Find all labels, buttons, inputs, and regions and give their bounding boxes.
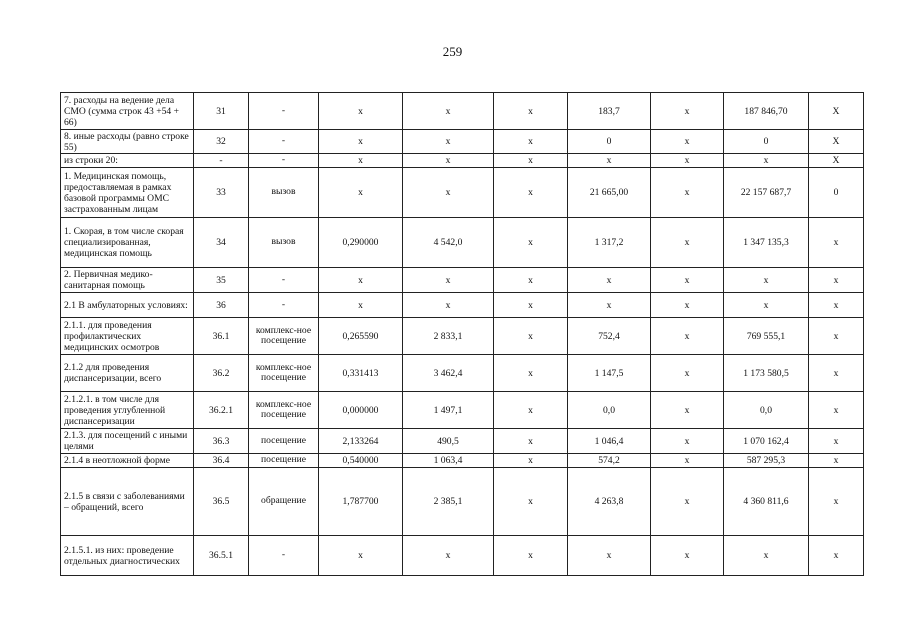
table-cell: - <box>249 154 319 168</box>
table-cell: х <box>809 392 864 429</box>
table-cell: х <box>651 293 724 318</box>
table-cell: х <box>651 429 724 454</box>
table-cell: 769 555,1 <box>724 318 809 355</box>
table-row <box>61 536 864 576</box>
table-cell: х <box>651 268 724 293</box>
table-cell: обращение <box>249 468 319 536</box>
table-cell: х <box>403 536 494 576</box>
table-cell: х <box>403 130 494 154</box>
table-cell: 4 263,8 <box>568 468 651 536</box>
table-cell: х <box>403 93 494 130</box>
table-cell: х <box>651 536 724 576</box>
table-cell: 36.1 <box>194 318 249 355</box>
table-cell: 0,265590 <box>319 318 403 355</box>
table-cell: 36.4 <box>194 454 249 468</box>
table-cell: х <box>651 318 724 355</box>
table-cell: х <box>651 93 724 130</box>
table-cell: 34 <box>194 218 249 268</box>
table-cell: 36.2 <box>194 355 249 392</box>
table-cell: 1. Скорая, в том числе скорая специализированная, медицинская помощь <box>61 218 194 268</box>
table-cell: х <box>494 93 568 130</box>
table-cell: - <box>249 293 319 318</box>
table-cell: 2.1.2 для проведения диспансеризации, всего <box>61 355 194 392</box>
table-cell: 3 462,4 <box>403 355 494 392</box>
table-cell: х <box>724 268 809 293</box>
table-cell: Х <box>809 130 864 154</box>
table-cell: 2 385,1 <box>403 468 494 536</box>
table-cell: х <box>809 536 864 576</box>
table-cell: х <box>494 318 568 355</box>
table-cell: х <box>403 154 494 168</box>
table-cell: 2.1.1. для проведения профилактических медицинских осмотров <box>61 318 194 355</box>
table-cell: х <box>494 429 568 454</box>
table-cell: х <box>651 392 724 429</box>
table-cell: х <box>319 154 403 168</box>
table-cell: 33 <box>194 168 249 218</box>
table-cell: 4 542,0 <box>403 218 494 268</box>
table-cell: х <box>809 293 864 318</box>
table-cell: 7. расходы на ведение дела СМО (сумма строк 43 +54 + 66) <box>61 93 194 130</box>
table-cell: 36.2.1 <box>194 392 249 429</box>
table-cell: 2.1.4 в неотложной форме <box>61 454 194 468</box>
table-cell: х <box>494 268 568 293</box>
table-cell: 0 <box>568 130 651 154</box>
table-cell: 32 <box>194 130 249 154</box>
table-cell: Х <box>809 93 864 130</box>
table-cell: 2.1.5 в связи с заболеваниями – обращений, всего <box>61 468 194 536</box>
table-cell: 0,540000 <box>319 454 403 468</box>
table-cell: х <box>403 168 494 218</box>
table-cell: х <box>651 355 724 392</box>
table-cell: х <box>494 154 568 168</box>
page-number: 259 <box>442 44 463 59</box>
table-cell: 8. иные расходы (равно строке 55) <box>61 130 194 154</box>
table-cell: х <box>651 218 724 268</box>
table-cell: 187 846,70 <box>724 93 809 130</box>
table-row <box>61 218 864 268</box>
table-cell: х <box>319 293 403 318</box>
table-cell: х <box>809 318 864 355</box>
table-cell: 183,7 <box>568 93 651 130</box>
table-cell: 31 <box>194 93 249 130</box>
table-cell: х <box>724 154 809 168</box>
table-cell: 2.1.5.1. из них: проведение отдельных диагностических <box>61 536 194 576</box>
table-cell: х <box>319 168 403 218</box>
table-cell: х <box>494 454 568 468</box>
table-cell: х <box>651 454 724 468</box>
table-cell: 1 497,1 <box>403 392 494 429</box>
table-row <box>61 318 864 355</box>
table-cell: 36.3 <box>194 429 249 454</box>
table-row <box>61 468 864 536</box>
table-row <box>61 93 864 130</box>
table-cell: 2,133264 <box>319 429 403 454</box>
table-cell: 1,787700 <box>319 468 403 536</box>
table-cell: х <box>568 536 651 576</box>
table-cell: х <box>494 468 568 536</box>
table-cell: х <box>809 268 864 293</box>
table-row <box>61 130 864 154</box>
table-cell: - <box>249 536 319 576</box>
table-cell: х <box>494 392 568 429</box>
table-cell: 1. Медицинская помощь, предоставляемая в рамках базовой программы ОМС застрахованным лицам <box>61 168 194 218</box>
table-cell: 1 317,2 <box>568 218 651 268</box>
table-cell: х <box>809 218 864 268</box>
table-cell: х <box>494 168 568 218</box>
table-cell: х <box>651 168 724 218</box>
table-cell: 2.1.2.1. в том числе для проведения углубленной диспансеризации <box>61 392 194 429</box>
table-cell: х <box>494 130 568 154</box>
table-cell: х <box>809 454 864 468</box>
table-cell: комплекс-ное посещение <box>249 318 319 355</box>
table-cell: 752,4 <box>568 318 651 355</box>
table-body <box>61 93 864 576</box>
table-cell: х <box>494 355 568 392</box>
table-cell: 21 665,00 <box>568 168 651 218</box>
table-cell: 1 063,4 <box>403 454 494 468</box>
table-cell: 4 360 811,6 <box>724 468 809 536</box>
table-cell: х <box>568 268 651 293</box>
table-cell: х <box>403 268 494 293</box>
table-cell: 36.5 <box>194 468 249 536</box>
table-row <box>61 392 864 429</box>
table-cell: - <box>249 130 319 154</box>
table-cell: х <box>494 218 568 268</box>
table-row <box>61 168 864 218</box>
table-cell: 2. Первичная медико-санитарная помощь <box>61 268 194 293</box>
table-cell: вызов <box>249 218 319 268</box>
table-cell: х <box>651 154 724 168</box>
table-cell: 36.5.1 <box>194 536 249 576</box>
table-cell: х <box>494 536 568 576</box>
table-row <box>61 293 864 318</box>
table-cell: 35 <box>194 268 249 293</box>
table-cell: 490,5 <box>403 429 494 454</box>
table-cell: х <box>319 93 403 130</box>
table-cell: 22 157 687,7 <box>724 168 809 218</box>
table-cell: 36 <box>194 293 249 318</box>
table-cell: х <box>319 130 403 154</box>
table-cell: х <box>494 293 568 318</box>
table-row <box>61 355 864 392</box>
table-cell: 0,331413 <box>319 355 403 392</box>
table-cell: х <box>651 468 724 536</box>
table-cell: х <box>403 293 494 318</box>
table-cell: - <box>249 93 319 130</box>
table-cell: 587 295,3 <box>724 454 809 468</box>
table-cell: х <box>724 293 809 318</box>
table-cell: 1 046,4 <box>568 429 651 454</box>
table-cell: 574,2 <box>568 454 651 468</box>
table-cell: х <box>724 536 809 576</box>
table-cell: 1 147,5 <box>568 355 651 392</box>
table-cell: 1 173 580,5 <box>724 355 809 392</box>
table-cell: 0,0 <box>568 392 651 429</box>
table-cell: 0,0 <box>724 392 809 429</box>
table-cell: 0 <box>809 168 864 218</box>
financing-table <box>60 92 864 576</box>
table-cell: из строки 20: <box>61 154 194 168</box>
table-cell: 0 <box>724 130 809 154</box>
table-cell: вызов <box>249 168 319 218</box>
table-cell: х <box>651 130 724 154</box>
table-cell: комплекс-ное посещение <box>249 392 319 429</box>
table-cell: 0,000000 <box>319 392 403 429</box>
table-cell: комплекс-ное посещение <box>249 355 319 392</box>
table-cell: - <box>194 154 249 168</box>
table-cell: х <box>568 293 651 318</box>
table-row <box>61 154 864 168</box>
table-cell: х <box>809 468 864 536</box>
table-row <box>61 268 864 293</box>
table-cell: 2.1 В амбулаторных условиях: <box>61 293 194 318</box>
table-cell: х <box>568 154 651 168</box>
table-cell: 1 347 135,3 <box>724 218 809 268</box>
table-cell: Х <box>809 154 864 168</box>
table-cell: х <box>319 268 403 293</box>
table-cell: посещение <box>249 454 319 468</box>
table-cell: х <box>809 429 864 454</box>
table-cell: 2.1.3. для посещений с иными целями <box>61 429 194 454</box>
table-cell: х <box>319 536 403 576</box>
table-cell: 0,290000 <box>319 218 403 268</box>
table-row <box>61 454 864 468</box>
table-row <box>61 429 864 454</box>
table-cell: 1 070 162,4 <box>724 429 809 454</box>
table-cell: х <box>809 355 864 392</box>
table-cell: 2 833,1 <box>403 318 494 355</box>
table-cell: - <box>249 268 319 293</box>
table-cell: посещение <box>249 429 319 454</box>
